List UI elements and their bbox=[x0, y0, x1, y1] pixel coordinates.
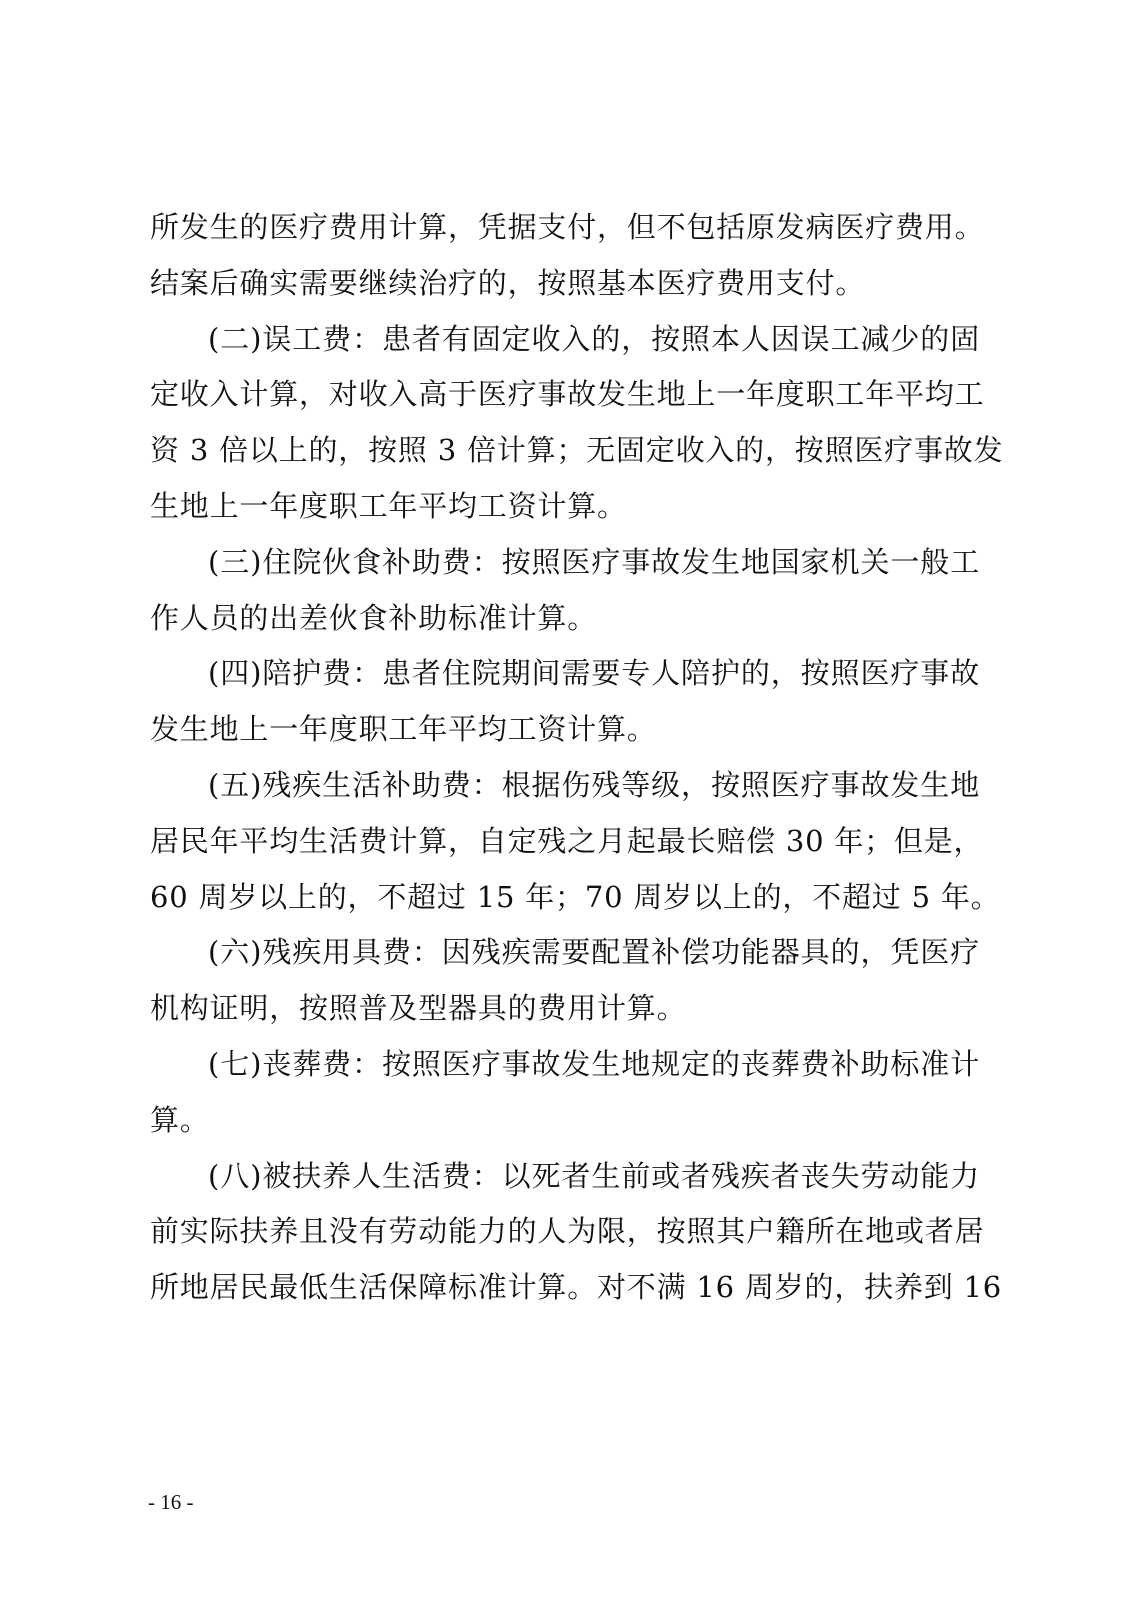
text-line: 所地居民最低生活保障标准计算。对不满 16 周岁的，扶养到 16 bbox=[150, 1270, 1003, 1305]
clause-3-heading-line: (三)住院伙食补助费：按照医疗事故发生地国家机关一般工 bbox=[208, 544, 980, 579]
clause-5-heading-line: (五)残疾生活补助费：根据伤残等级，按照医疗事故发生地 bbox=[208, 767, 980, 802]
text-line: 定收入计算，对收入高于医疗事故发生地上一年度职工年平均工 bbox=[150, 377, 985, 412]
text-line: 60 周岁以上的，不超过 15 年；70 周岁以上的，不超过 5 年。 bbox=[150, 879, 1001, 914]
text-line: 发生地上一年度职工年平均工资计算。 bbox=[150, 712, 657, 747]
text-line: 生地上一年度职工年平均工资计算。 bbox=[150, 488, 627, 523]
body-text bbox=[150, 200, 1004, 1316]
text-line: 算。 bbox=[150, 1102, 210, 1137]
text-line: 前实际扶养且没有劳动能力的人为限，按照其户籍所在地或者居 bbox=[150, 1214, 985, 1249]
clause-2-heading-line: (二)误工费：患者有固定收入的，按照本人因误工减少的固 bbox=[208, 321, 980, 356]
text-line: 资 3 倍以上的，按照 3 倍计算；无固定收入的，按照医疗事故发 bbox=[150, 433, 1004, 468]
text-line: 居民年平均生活费计算，自定残之月起最长赔偿 30 年；但是， bbox=[150, 823, 984, 858]
clause-8-heading-line: (八)被扶养人生活费：以死者生前或者残疾者丧失劳动能力 bbox=[208, 1158, 980, 1193]
text-line: 作人员的出差伙食补助标准计算。 bbox=[150, 600, 598, 635]
text-line: 所发生的医疗费用计算，凭据支付，但不包括原发病医疗费用。 bbox=[150, 210, 985, 244]
clause-4-heading-line: (四)陪护费：患者住院期间需要专人陪护的，按照医疗事故 bbox=[208, 656, 980, 691]
text-line: 机构证明，按照普及型器具的费用计算。 bbox=[150, 991, 687, 1026]
clause-6-heading-line: (六)残疾用具费：因残疾需要配置补偿功能器具的，凭医疗 bbox=[208, 935, 980, 970]
page-number: - 16 - bbox=[148, 1490, 194, 1514]
text-line: 结案后确实需要继续治疗的，按照基本医疗费用支付。 bbox=[150, 265, 866, 300]
clause-7-heading-line: (七)丧葬费：按照医疗事故发生地规定的丧葬费补助标准计 bbox=[208, 1046, 980, 1081]
